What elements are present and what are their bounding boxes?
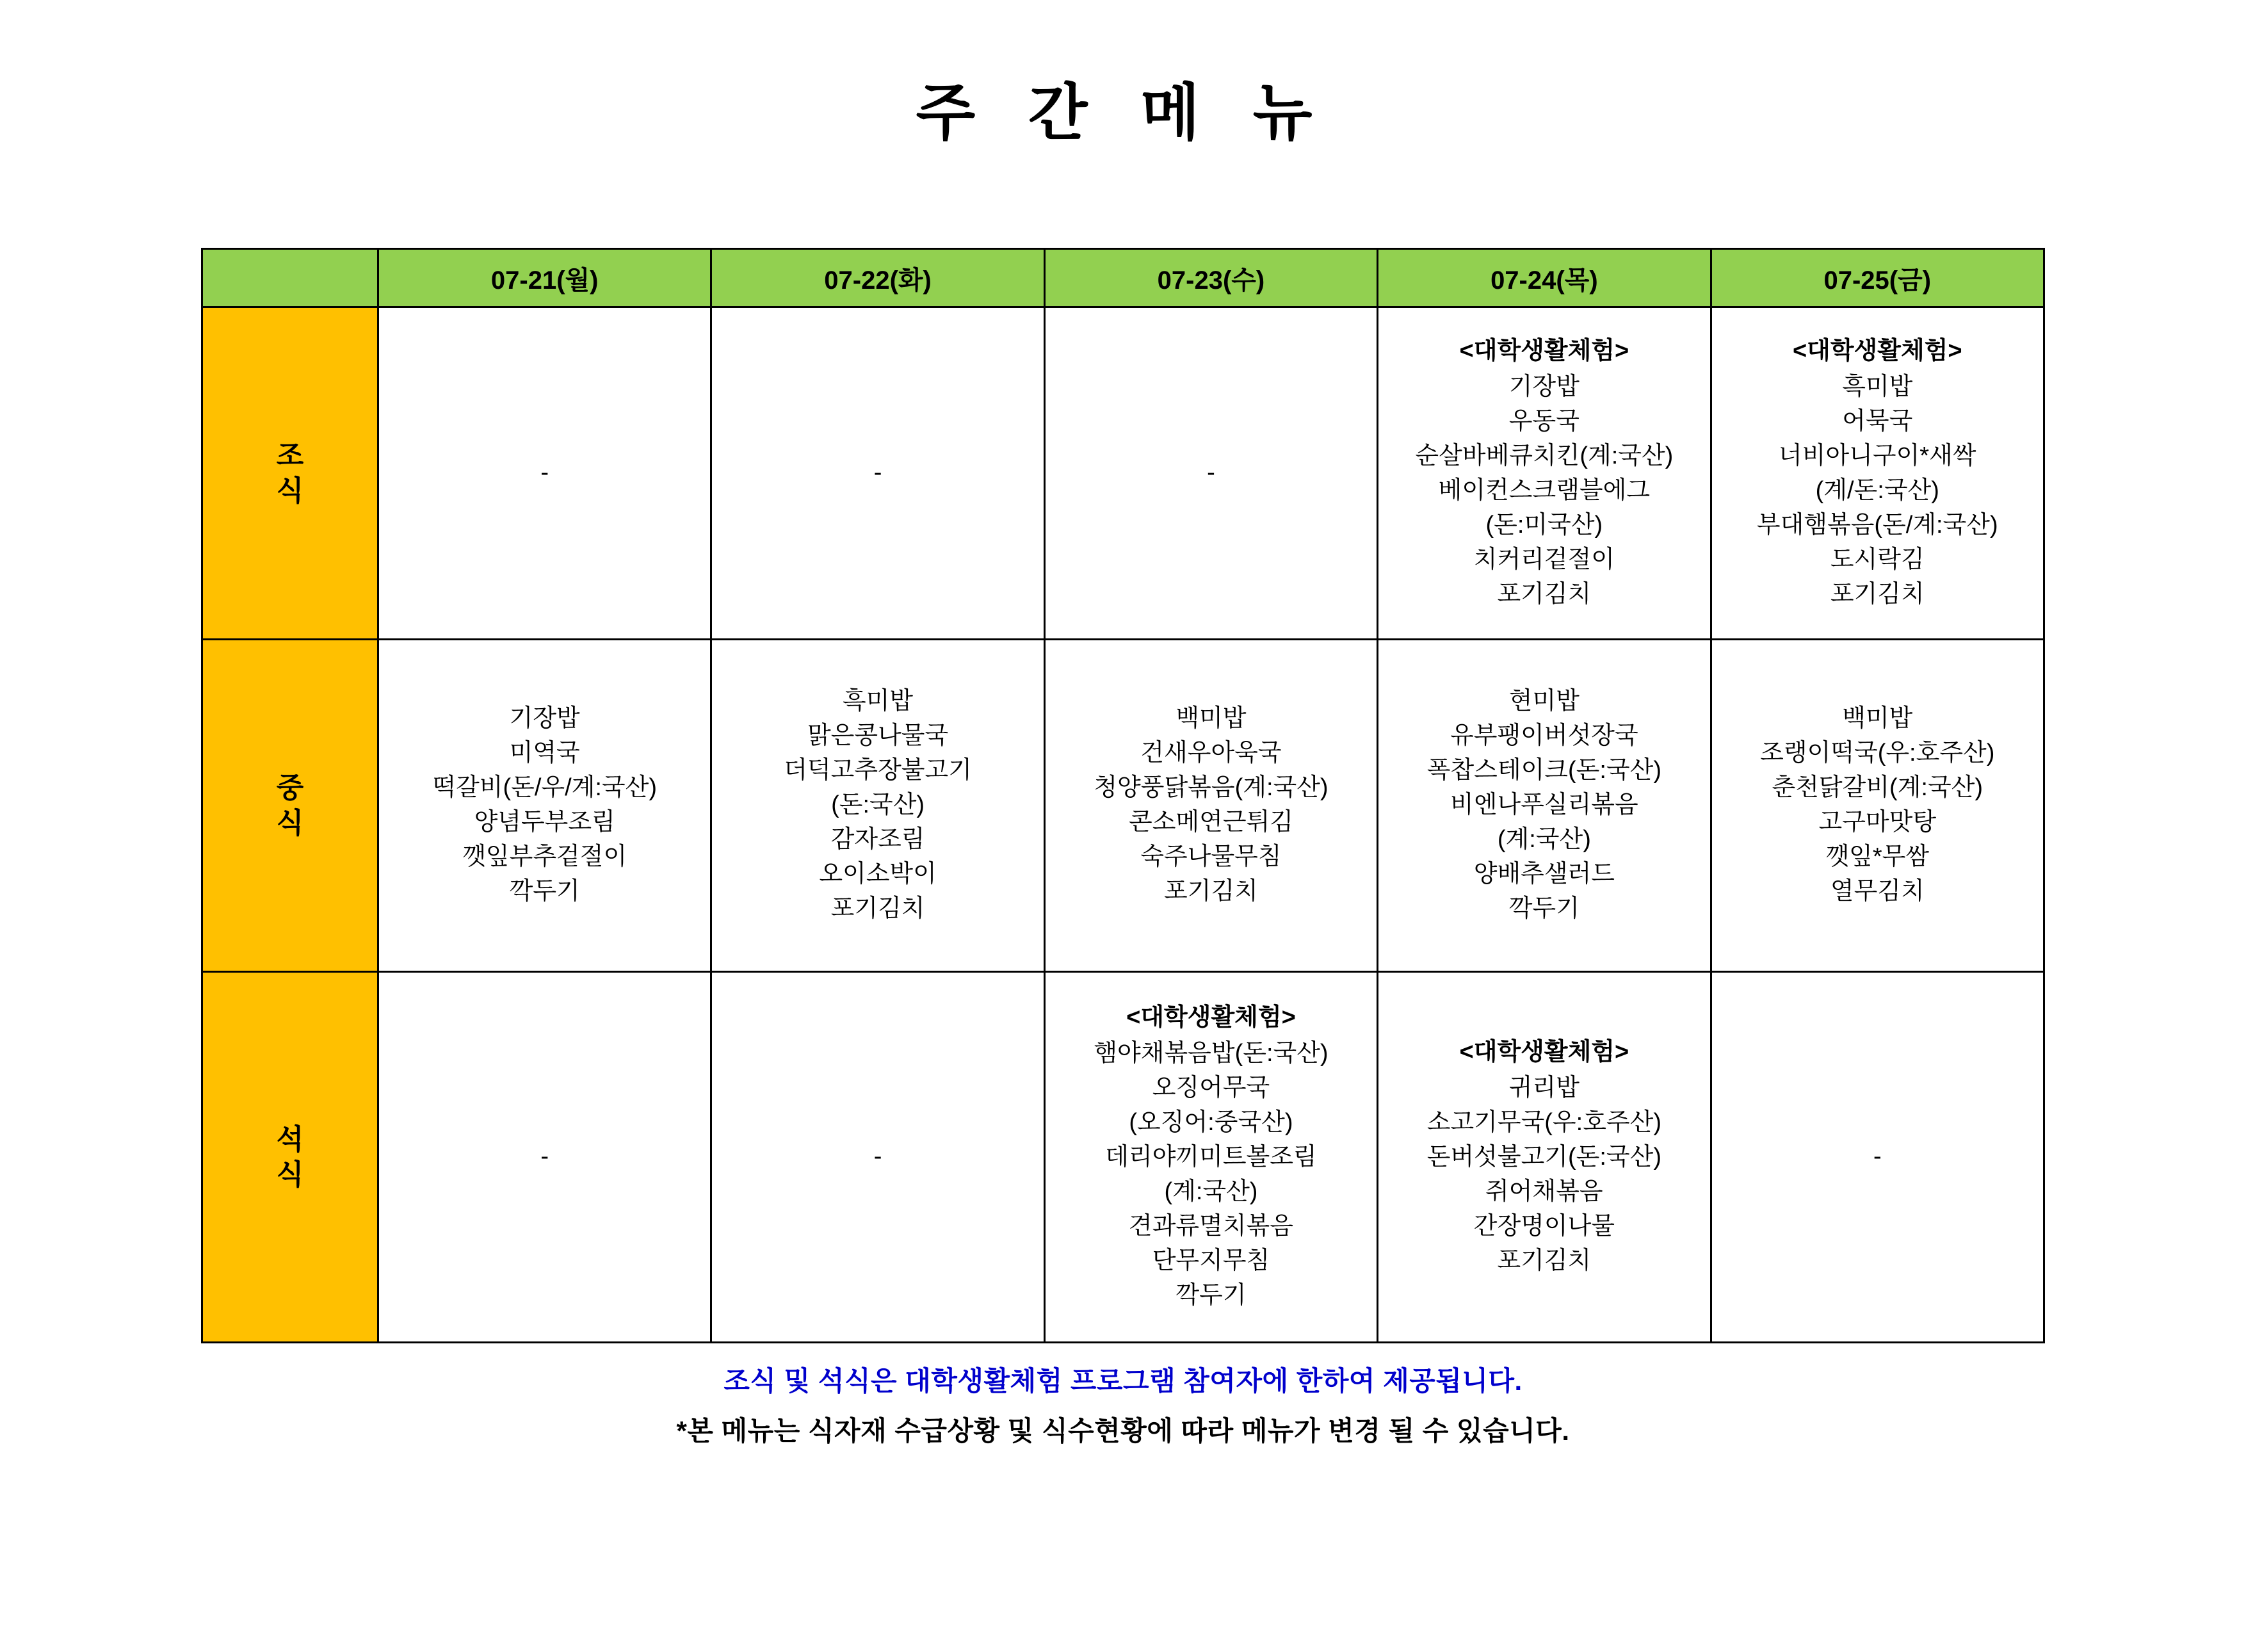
menu-line: -: [540, 1143, 549, 1170]
menu-cell-lunch-thu: [1378, 640, 1711, 972]
menu-line: 포기김치: [1497, 580, 1592, 608]
menu-line: -: [873, 1143, 882, 1170]
menu-line: (오징어:중국산): [1129, 1109, 1293, 1137]
menu-cell-breakfast-thu: [1378, 307, 1711, 640]
menu-line: 청양풍닭볶음(계:국산): [1094, 774, 1329, 802]
menu-line: 흑미밥: [843, 688, 914, 715]
menu-cell-lunch-tue: [711, 640, 1044, 972]
menu-line: -: [1873, 1143, 1882, 1170]
menu-line: 귀리밥: [1508, 1074, 1579, 1102]
menu-line: 양배추샐러드: [1473, 860, 1615, 887]
meal-label-breakfast: [202, 307, 378, 640]
menu-table-container: [201, 248, 2045, 1343]
meal-label-line: 조: [276, 440, 304, 471]
meal-label-dinner: [202, 972, 378, 1343]
program-tag: <대학생활체험>: [1459, 337, 1629, 365]
menu-line: -: [540, 459, 549, 487]
footer-notes: [201, 1360, 2045, 1448]
menu-cell-breakfast-wed: [1044, 307, 1377, 640]
menu-line: 순살바베큐치킨(계:국산): [1415, 442, 1674, 470]
menu-cell-dinner-tue: [711, 972, 1044, 1343]
menu-line: (돈:국산): [831, 791, 925, 819]
menu-line: 현미밥: [1508, 688, 1579, 715]
menu-line: 햄야채볶음밥(돈:국산): [1094, 1040, 1329, 1067]
menu-line: 단무지무침: [1152, 1247, 1270, 1274]
day-header-wed: 07-23(수): [1044, 249, 1377, 307]
menu-line: 미역국: [509, 740, 580, 767]
menu-cell-breakfast-mon: [378, 307, 711, 640]
menu-line: 유부팽이버섯장국: [1450, 722, 1638, 750]
menu-line: 맑은콩나물국: [807, 722, 949, 750]
meal-label-line: 식: [276, 807, 304, 839]
meal-label-line: 식: [276, 475, 304, 506]
note-menu-change: *본 메뉴는 식자재 수급상황 및 식수현황에 따라 메뉴가 변경 될 수 있습니다.: [676, 1416, 1570, 1446]
menu-line: 백미밥: [1176, 705, 1247, 733]
menu-line: 포기김치: [830, 895, 925, 922]
menu-line: (계:국산): [1497, 825, 1591, 853]
day-header-mon: 07-21(월): [378, 249, 711, 307]
menu-line: 폭찹스테이크(돈:국산): [1426, 757, 1661, 784]
meal-label-lunch: [202, 640, 378, 972]
note-program-availability: 조식 및 석식은 대학생활체험 프로그램 참여자에 한하여 제공됩니다.: [723, 1366, 1523, 1396]
menu-line: 깻잎부추겉절이: [462, 843, 627, 870]
menu-line: (돈:미국산): [1485, 511, 1603, 539]
menu-line: 도시락김: [1830, 546, 1925, 573]
menu-line: 조랭이떡국(우:호주산): [1760, 740, 1995, 767]
menu-line: 기장밥: [1508, 373, 1579, 401]
menu-line: 어묵국: [1842, 408, 1913, 435]
menu-line: 백미밥: [1842, 705, 1913, 733]
table-row-lunch: [202, 640, 2044, 972]
page-title: 주 간 메 뉴: [916, 79, 1330, 147]
menu-line: 깻잎*무쌈: [1825, 843, 1930, 870]
menu-cell-dinner-mon: [378, 972, 711, 1343]
menu-line: 고구마맛탕: [1818, 809, 1937, 836]
menu-line: (계:국산): [1164, 1178, 1258, 1205]
menu-line: 깍두기: [1176, 1281, 1247, 1309]
table-corner-cell: [202, 249, 378, 307]
table-body: [202, 307, 2044, 1343]
menu-line: 춘천닭갈비(계:국산): [1772, 774, 1983, 802]
table-row-dinner: [202, 972, 2044, 1343]
menu-line: 떡갈비(돈/우/계:국산): [432, 774, 658, 802]
menu-line: 열무김치: [1830, 877, 1925, 905]
meal-label-line: 중: [276, 772, 304, 804]
table-row-breakfast: [202, 307, 2044, 640]
menu-line: 포기김치: [1830, 580, 1925, 608]
menu-cell-breakfast-tue: [711, 307, 1044, 640]
program-tag: <대학생활체험>: [1459, 1039, 1629, 1066]
meal-label-line: 석: [276, 1124, 304, 1155]
menu-line: 소고기무국(우:호주산): [1426, 1109, 1661, 1137]
menu-cell-lunch-fri: [1711, 640, 2044, 972]
menu-line: 오징어무국: [1152, 1074, 1270, 1102]
menu-line: 치커리겉절이: [1473, 546, 1615, 573]
menu-line: 돈버섯불고기(돈:국산): [1426, 1144, 1661, 1171]
menu-cell-dinner-wed: [1044, 972, 1377, 1343]
menu-line: 너비아니구이*새싹: [1779, 442, 1976, 470]
table-header: [202, 249, 2044, 307]
menu-line: -: [873, 459, 882, 487]
menu-line: 데리야끼미트볼조림: [1105, 1144, 1317, 1171]
menu-line: -: [1207, 459, 1215, 487]
day-header-thu: 07-24(목): [1378, 249, 1711, 307]
menu-line: 포기김치: [1497, 1247, 1592, 1274]
menu-line: 기장밥: [509, 705, 580, 733]
menu-line: 견과류멸치볶음: [1128, 1212, 1293, 1240]
menu-line: 포기김치: [1164, 877, 1258, 905]
meal-label-line: 식: [276, 1159, 304, 1190]
menu-cell-dinner-fri: [1711, 972, 2044, 1343]
menu-line: 숙주나물무침: [1140, 843, 1282, 870]
menu-line: 비엔나푸실리볶음: [1450, 791, 1638, 819]
menu-cell-lunch-mon: [378, 640, 711, 972]
menu-cell-lunch-wed: [1044, 640, 1377, 972]
menu-line: 깍두기: [509, 877, 580, 905]
weekly-menu-page: [0, 64, 2246, 1652]
menu-line: 감자조림: [830, 825, 925, 853]
menu-line: 오이소박이: [819, 860, 937, 887]
menu-cell-breakfast-fri: [1711, 307, 2044, 640]
menu-line: 양념두부조림: [474, 809, 615, 836]
menu-line: 쥐어채볶음: [1485, 1178, 1603, 1205]
menu-line: 부대햄볶음(돈/계:국산): [1756, 511, 1998, 539]
menu-line: 간장명이나물: [1473, 1212, 1615, 1240]
menu-line: 깍두기: [1508, 895, 1579, 922]
menu-line: 우동국: [1508, 408, 1579, 435]
menu-line: 콘소메연근튀김: [1128, 809, 1293, 836]
program-tag: <대학생활체험>: [1792, 337, 1962, 365]
menu-line: 건새우아욱국: [1140, 740, 1282, 767]
menu-cell-dinner-thu: [1378, 972, 1711, 1343]
menu-line: 흑미밥: [1842, 373, 1913, 401]
menu-line: (계/돈:국산): [1815, 477, 1939, 504]
weekly-menu-table: [201, 248, 2045, 1343]
day-header-tue: 07-22(화): [711, 249, 1044, 307]
day-header-fri: 07-25(금): [1711, 249, 2044, 307]
table-header-row: [202, 249, 2044, 307]
menu-line: 베이컨스크램블에그: [1438, 477, 1651, 504]
program-tag: <대학생활체험>: [1126, 1004, 1296, 1032]
menu-line: 더덕고추장불고기: [784, 757, 972, 784]
